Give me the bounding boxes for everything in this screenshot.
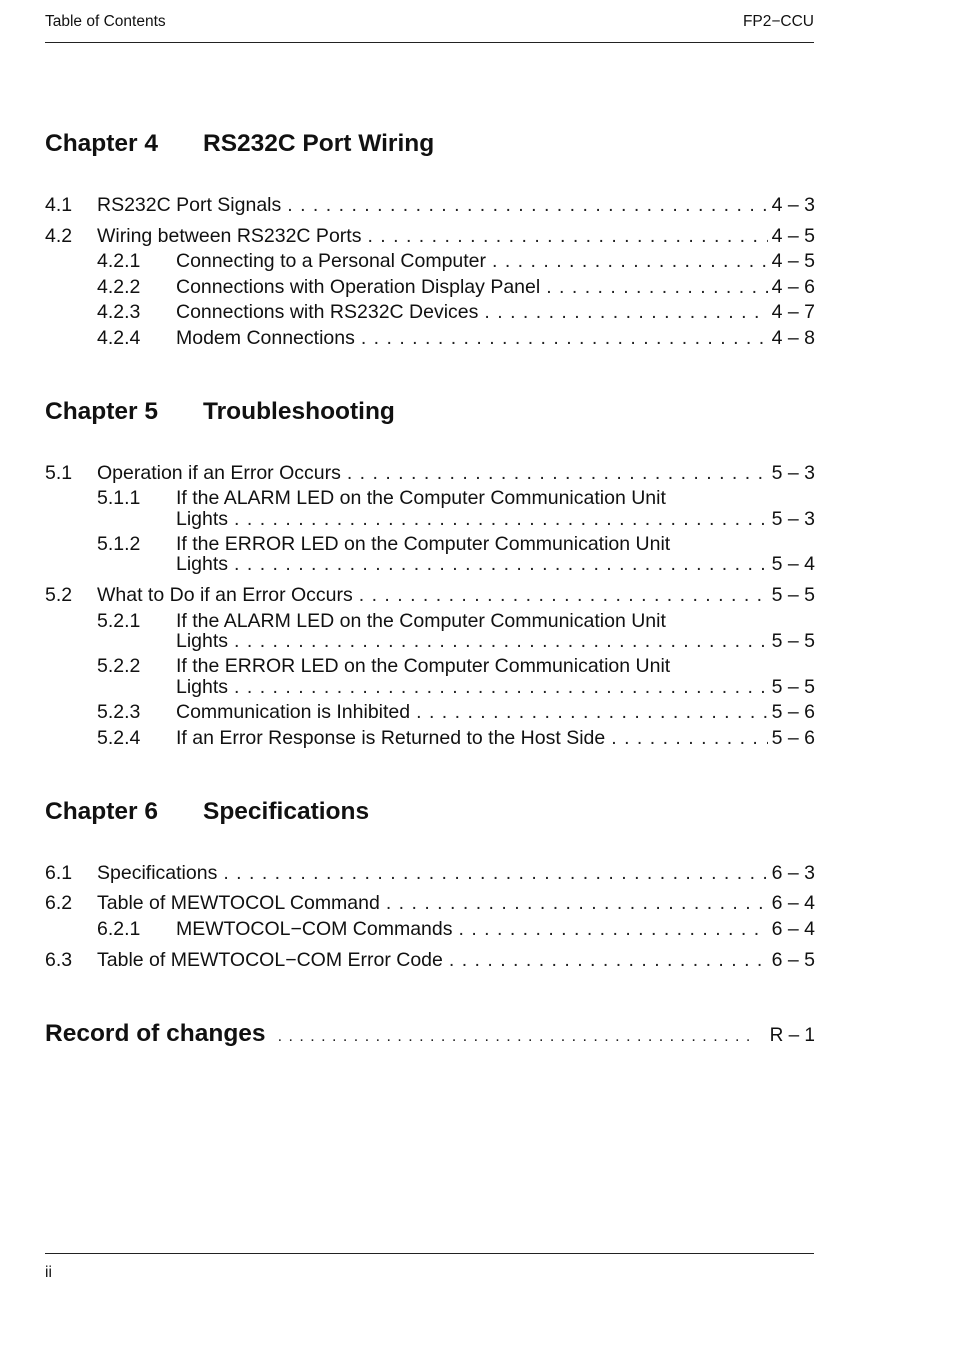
- dot-leader: [347, 462, 768, 485]
- chapter-heading: [45, 398, 395, 426]
- toc-entry[interactable]: [45, 892, 815, 918]
- toc-entry[interactable]: [45, 462, 815, 488]
- section-title: Table of MEWTOCOL Command: [97, 892, 380, 914]
- section-title[interactable]: 5.1.2 If the ERROR LED on the Computer Communication Unit: [97, 533, 671, 555]
- section-title: Connecting to a Personal Computer: [176, 250, 487, 272]
- page-number: 5 – 6: [771, 701, 815, 723]
- page-number: 6 – 4: [771, 892, 815, 914]
- section-title: Specifications: [97, 862, 218, 884]
- toc-entry-continuation[interactable]: [176, 508, 815, 534]
- section-number: 6.2: [45, 892, 73, 914]
- section-title: Connections with Operation Display Panel: [176, 276, 541, 298]
- toc-entry[interactable]: [97, 701, 815, 727]
- section-title: Operation if an Error Occurs: [97, 462, 341, 484]
- page-number: 5 – 3: [771, 508, 815, 530]
- toc-entry[interactable]: [97, 727, 815, 753]
- page-number: 6 – 3: [771, 862, 815, 884]
- section-title: RS232C Port Signals: [97, 194, 282, 216]
- page-number: 4 – 5: [771, 225, 815, 247]
- section-title: Modem Connections: [176, 327, 355, 349]
- dot-leader: [367, 225, 767, 248]
- chapter-title: RS232C Port Wiring: [203, 130, 435, 157]
- toc-entry-continuation[interactable]: [176, 630, 815, 656]
- section-number: 4.2.3: [97, 301, 141, 323]
- chapter-heading: [45, 130, 435, 158]
- toc-entry-continuation[interactable]: [176, 553, 815, 579]
- page-number: 4 – 8: [771, 327, 815, 349]
- section-title: Wiring between RS232C Ports: [97, 225, 362, 247]
- section-title-continued: Lights: [176, 553, 229, 575]
- section-title[interactable]: 5.2.1 If the ALARM LED on the Computer Communication Unit: [97, 610, 666, 632]
- section-number: 5.2.3: [97, 701, 141, 723]
- section-title: If an Error Response is Returned to the Host Side: [176, 727, 606, 749]
- section-number: 4.2.2: [97, 276, 141, 298]
- page-number: 5 – 5: [771, 676, 815, 698]
- dot-leader: [287, 194, 767, 217]
- section-title: What to Do if an Error Occurs: [97, 584, 353, 606]
- section-title[interactable]: 5.2.2 If the ERROR LED on the Computer Communication Unit: [97, 655, 671, 677]
- section-number: 4.2.4: [97, 327, 141, 349]
- section-title-continued: Lights: [176, 508, 229, 530]
- dot-leader: [234, 630, 768, 653]
- toc-entry[interactable]: [45, 584, 815, 610]
- section-number: 6.2.1: [97, 918, 141, 940]
- chapter-title: Troubleshooting: [203, 398, 395, 425]
- page-number: 6 – 5: [771, 949, 815, 971]
- dot-leader: [611, 727, 767, 750]
- page-number: 5 – 5: [771, 630, 815, 652]
- page-number: 5 – 4: [771, 553, 815, 575]
- section-number: 6.3: [45, 949, 73, 971]
- chapter-number: Chapter 6: [45, 798, 159, 825]
- dot-leader: [278, 1028, 756, 1046]
- chapter-number: Chapter 4: [45, 130, 159, 157]
- page-number: 4 – 6: [771, 276, 815, 298]
- footer-rule: [45, 1253, 814, 1254]
- section-number: 5.1.1: [97, 487, 141, 509]
- section-number: 6.1: [45, 862, 73, 884]
- section-title: Connections with RS232C Devices: [176, 301, 479, 323]
- dot-leader: [359, 584, 768, 607]
- section-title-continued: Lights: [176, 630, 229, 652]
- section-number: 5.2.4: [97, 727, 141, 749]
- dot-leader: [416, 701, 768, 724]
- section-number: 4.2: [45, 225, 73, 247]
- toc-entry[interactable]: [97, 250, 815, 276]
- page-number: 5 – 6: [771, 727, 815, 749]
- page-number: 5 – 3: [771, 462, 815, 484]
- section-title-continued: Lights: [176, 676, 229, 698]
- dot-leader: [546, 276, 767, 299]
- toc-entry-continuation[interactable]: [176, 676, 815, 702]
- dot-leader: [234, 553, 768, 576]
- dot-leader: [361, 327, 768, 350]
- dot-leader: [386, 892, 768, 915]
- dot-leader: [449, 949, 768, 972]
- section-number: 5.2.2: [97, 655, 141, 677]
- chapter-title: Specifications: [203, 798, 370, 825]
- dot-leader: [492, 250, 768, 273]
- page-number: 5 – 5: [771, 584, 815, 606]
- toc-entry[interactable]: [45, 225, 815, 251]
- chapter-number: Chapter 5: [45, 398, 159, 425]
- section-number: 5.1: [45, 462, 73, 484]
- toc-entry[interactable]: [45, 194, 815, 220]
- section-number: 5.2.1: [97, 610, 141, 632]
- toc-entry[interactable]: [45, 949, 815, 975]
- page-number: 4 – 5: [771, 250, 815, 272]
- running-header-right: FP2−CCU: [742, 13, 814, 30]
- toc-entry[interactable]: [97, 301, 815, 327]
- section-number: 4.1: [45, 194, 73, 216]
- section-title[interactable]: 5.1.1 If the ALARM LED on the Computer Communication Unit: [97, 487, 666, 509]
- dot-leader: [234, 508, 768, 531]
- dot-leader: [223, 862, 767, 885]
- section-number: 5.2: [45, 584, 73, 606]
- section-number: 5.1.2: [97, 533, 141, 555]
- section-title: Communication is Inhibited: [176, 701, 411, 723]
- page-number: 4 – 3: [771, 194, 815, 216]
- section-title: Table of MEWTOCOL−COM Error Code: [97, 949, 443, 971]
- page-number: 4 – 7: [771, 301, 815, 323]
- footer-page-number: ii: [45, 1264, 52, 1281]
- section-title: MEWTOCOL−COM Commands: [176, 918, 453, 940]
- page-number: R – 1: [769, 1025, 815, 1046]
- running-header-left: Table of Contents: [45, 13, 166, 30]
- header-rule: [45, 42, 814, 43]
- toc-entry[interactable]: [97, 327, 815, 353]
- record-of-changes-entry[interactable]: [45, 1020, 815, 1048]
- toc-entry[interactable]: [97, 276, 815, 302]
- record-of-changes-title: Record of changes: [45, 1020, 266, 1047]
- dot-leader: [458, 918, 767, 941]
- toc-entry[interactable]: [97, 918, 815, 944]
- toc-entry[interactable]: [45, 862, 815, 888]
- section-number: 4.2.1: [97, 250, 141, 272]
- page-number: 6 – 4: [771, 918, 815, 940]
- chapter-heading: [45, 798, 370, 826]
- dot-leader: [234, 676, 768, 699]
- dot-leader: [484, 301, 767, 324]
